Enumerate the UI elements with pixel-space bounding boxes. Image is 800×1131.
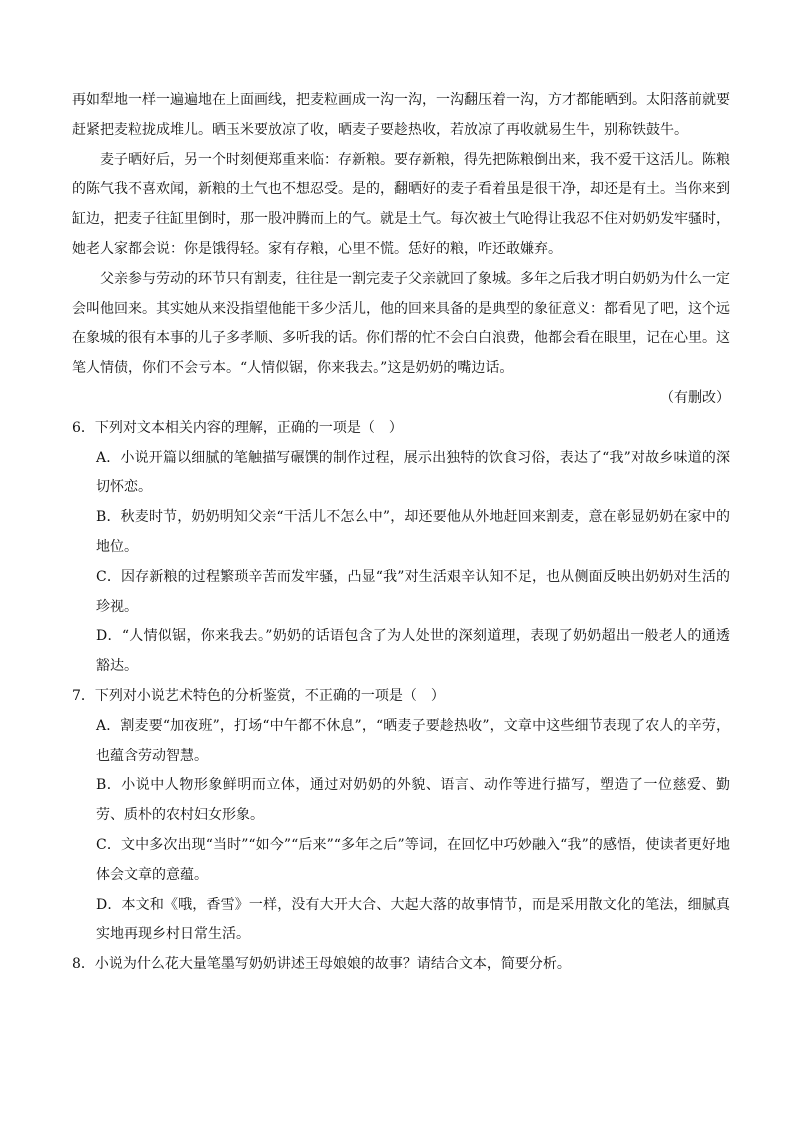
document-page: [72, 86, 730, 980]
question-6: [72, 414, 730, 682]
source-note: （有删改）: [660, 389, 730, 406]
option-b: B．秋麦时节，奶奶明知父亲“干活儿不怎么中”，却还要他从外地赶回来割麦，意在彰显奶奶在家中的地位。: [96, 509, 730, 555]
passage-paragraph-3: 父亲参与劳动的环节只有割麦，往往是一割完麦子父亲就回了象城。多年之后我才明白奶奶为什么一定会叫他回来。其实她从来没指望他能干多少活儿，他的回来具备的是典型的象征意义：都看见了吧，这个远在象城的很有本事的儿子多孝顺、多听我的话。你们帮的忙不会白白浪费，他都会看在眼里，记在心里。这笔人情债，你们不会亏本。“人情似锯，你来我去。”这是奶奶的嘴边话。: [72, 270, 730, 377]
question-stem: 8．小说为什么花大量笔墨写奶奶讲述王母娘娘的故事？请结合文本，简要分析。: [72, 956, 571, 973]
question-stem: 6．下列对文本相关内容的理解，正确的一项是（ ）: [72, 419, 403, 436]
passage-paragraph-1: 再如犁地一样一遍遍地在上面画线，把麦粒画成一沟一沟，一沟翻压着一沟，方才都能晒到。太阳落前就要赶紧把麦粒拢成堆儿。晒玉米要放凉了收，晒麦子要趁热收，若放凉了再收就易生牛，别称铁鼓牛。: [72, 92, 730, 138]
option-a: A．小说开篇以细腻的笔触描写碾馔的制作过程，展示出独特的饮食习俗，表达了“我”对故乡味道的深切怀恋。: [96, 449, 730, 496]
option-c: C．因存新粮的过程繁琐辛苦而发牢骚，凸显“我”对生活艰辛认知不足，也从侧面反映出奶奶对生活的珍视。: [96, 568, 730, 615]
question-8: [72, 950, 730, 980]
option-a: A．割麦要“加夜班”，打场“中午都不休息”，“晒麦子要趁热收”，文章中这些细节表现了农人的辛劳，也蕴含劳动智慧。: [96, 717, 730, 764]
passage-paragraph-2: 麦子晒好后，另一个时刻便郑重来临：存新粮。要存新粮，得先把陈粮倒出来，我不爱干这活儿。陈粮的陈气我不喜欢闻，新粮的土气也不想忍受。是的，翻晒好的麦子看着虽是很干净，却还是有土。当你来到缸边，把麦子往缸里倒时，那一股冲腾而上的气。就是土气。每次被土气呛得让我忍不住对奶奶发牢骚时，她老人家都会说：你是饿得轻。家有存粮，心里不慌。恁好的粮，咋还敢嫌弃。: [72, 151, 730, 257]
option-c: C．文中多次出现“当时”“如今”“后来”“多年之后”等词，在回忆中巧妙融入“我”的感悟，使读者更好地体会文章的意蕴。: [96, 836, 730, 883]
passage: [72, 86, 730, 414]
question-7: [72, 682, 730, 950]
option-d: D．本文和《哦，香雪》一样，没有大开大合、大起大落的故事情节，而是采用散文化的笔法，细腻真实地再现乡村日常生活。: [96, 896, 730, 943]
option-d: D．“人情似锯，你来我去。”奶奶的话语包含了为人处世的深刻道理，表现了奶奶超出一般老人的通透豁达。: [96, 628, 730, 675]
question-stem: 7．下列对小说艺术特色的分析鉴赏，不正确的一项是（ ）: [72, 687, 445, 704]
option-b: B．小说中人物形象鲜明而立体，通过对奶奶的外貌、语言、动作等进行描写，塑造了一位慈爱、勤劳、质朴的农村妇女形象。: [96, 777, 730, 824]
